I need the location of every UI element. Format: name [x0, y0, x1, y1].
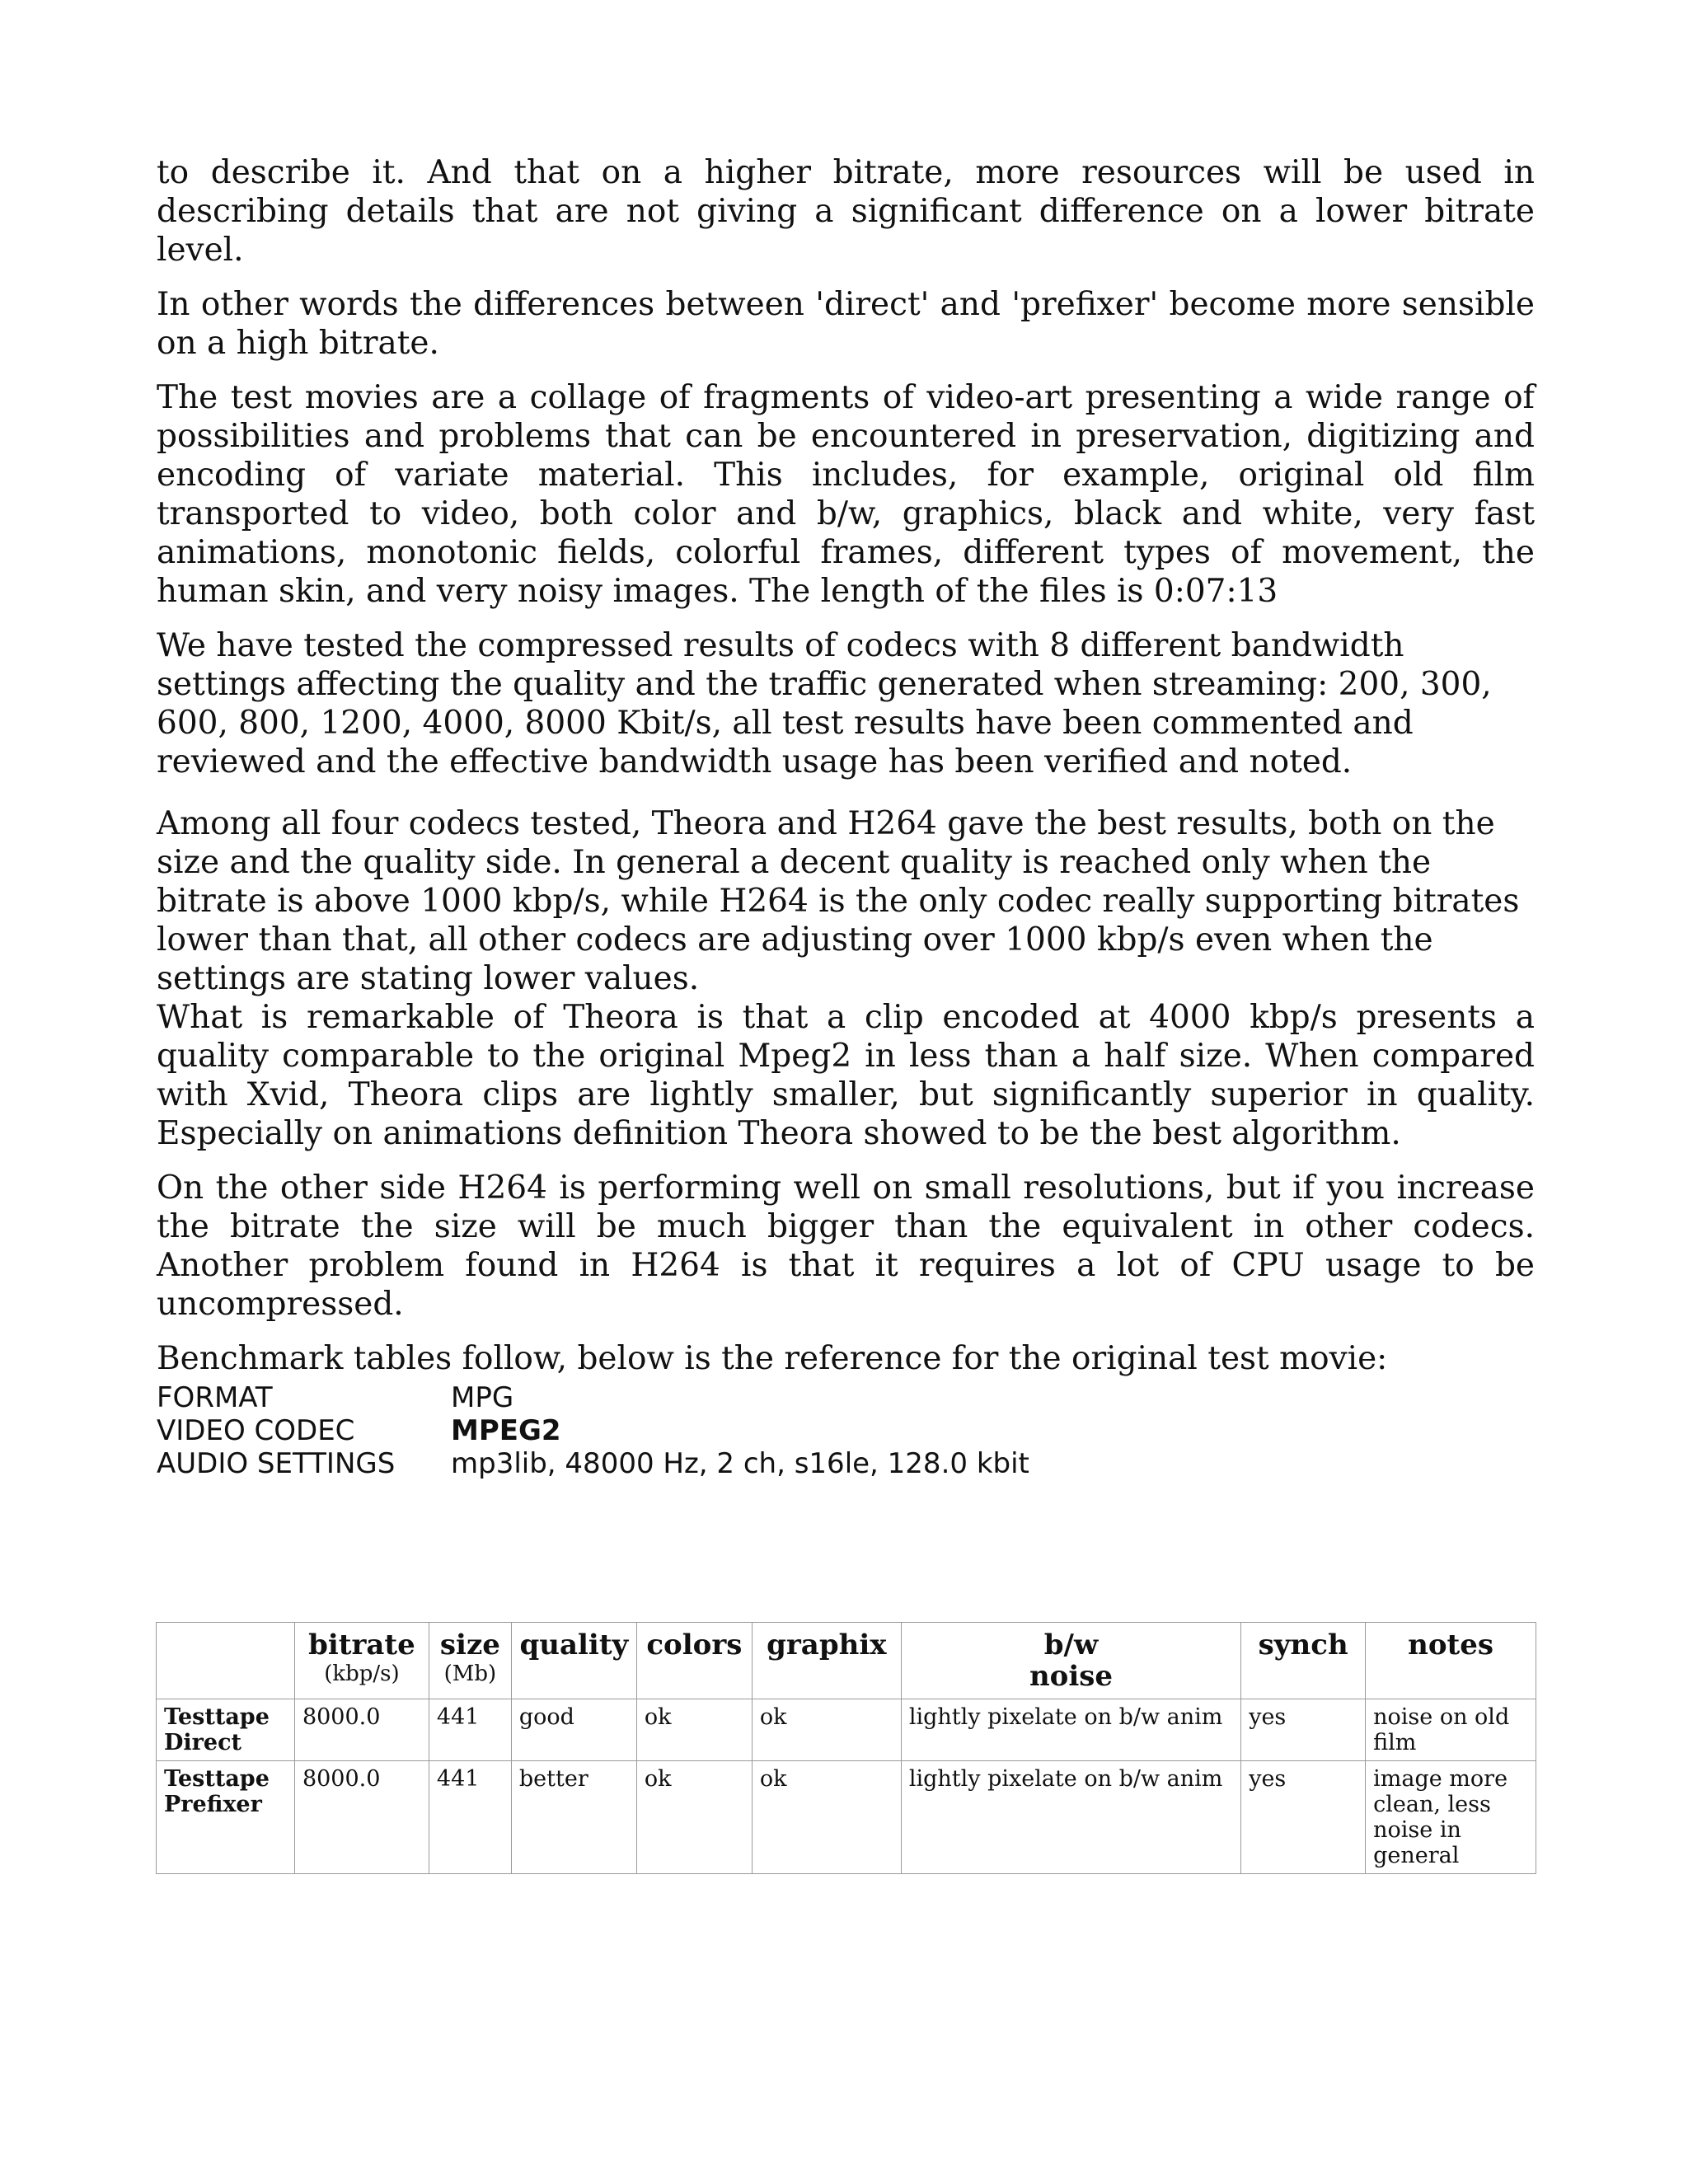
cell-synch: yes — [1241, 1761, 1366, 1874]
header-synch: synch — [1241, 1623, 1366, 1699]
paragraph-bitrate-resources: to describe it. And that on a higher bitrate, more resources will be used in describing details that are not giving a significant difference on a lower bitrate level. — [157, 154, 1535, 269]
cell-quality: better — [511, 1761, 636, 1874]
paragraph-bandwidth-settings: We have tested the compressed results of codecs with 8 different bandwidth settings affecting the quality and the traffic generated when streaming: 200, 300, 600, 800, 1200, 4000, 8000 Kbit/s, all test results have been commented and reviewed and the effective bandwidth usage has been verified and noted. — [157, 627, 1492, 780]
cell-synch: yes — [1241, 1699, 1366, 1761]
paragraph-codecs-results: Among all four codecs tested, Theora and H264 gave the best results, both on the size and the quality side. In general a decent quality is reached only when the bitrate is above 1000 kbp/s, while H264 is the only codec really supporting bitrates lower than that, all other codecs are adjusting over 1000 kbp/s even when the settings are stating lower values. — [157, 805, 1520, 997]
spec-row-audio-settings — [157, 1447, 1535, 1480]
cell-bitrate: 8000.0 — [294, 1699, 429, 1761]
spec-value-audio-settings: mp3lib, 48000 Hz, 2 ch, s16le, 128.0 kbit — [451, 1447, 1029, 1480]
table-row — [157, 1699, 1536, 1761]
spec-value-video-codec: MPEG2 — [451, 1414, 561, 1447]
header-size — [429, 1623, 511, 1699]
cell-graphix: ok — [752, 1761, 901, 1874]
header-graphix: graphix — [752, 1623, 901, 1699]
spec-row-format — [157, 1381, 1535, 1414]
table-header-row — [157, 1623, 1536, 1699]
paragraph-gap — [157, 781, 1535, 804]
header-size-unit: (Mb) — [443, 1661, 497, 1686]
row-name — [157, 1699, 295, 1761]
paragraph-test-movies: The test movies are a collage of fragments of video-art presenting a wide range of possibilities and problems that can be encountered in preservation, digitizing and encoding of variate material. This includes, for example, original old film transported to video, both color and b/w, graphics, black and white, very fast animations, monotonic fields, colorful frames, different types of movement, the human skin, and very noisy images. The length of the files is 0:07:13 — [157, 379, 1535, 610]
header-notes: notes — [1366, 1623, 1536, 1699]
cell-bitrate: 8000.0 — [294, 1761, 429, 1874]
row-name-line1: Testtape — [164, 1704, 270, 1730]
row-name-line2: Direct — [164, 1730, 241, 1755]
reference-spec-list — [157, 1381, 1535, 1480]
table-row — [157, 1761, 1536, 1874]
cell-quality: good — [511, 1699, 636, 1761]
cell-notes: noise on old film — [1366, 1699, 1536, 1761]
header-size-label: size — [439, 1629, 500, 1661]
header-bitrate — [294, 1623, 429, 1699]
spec-key-video-codec: VIDEO CODEC — [157, 1414, 355, 1447]
header-bw-noise — [901, 1623, 1240, 1699]
spec-row-video-codec — [157, 1414, 1535, 1447]
header-bitrate-label: bitrate — [308, 1629, 415, 1661]
cell-graphix: ok — [752, 1699, 901, 1761]
header-quality: quality — [511, 1623, 636, 1699]
header-bw-line1: b/w — [1043, 1629, 1099, 1661]
paragraph-theora-remarks: What is remarkable of Theora is that a clip encoded at 4000 kbp/s presents a quality comparable to the original Mpeg2 in less than a half size. When compared with Xvid, Theora clips are lightly smaller, but significantly superior in quality. Especially on animations definition Theora showed to be the best algorithm. — [157, 999, 1535, 1152]
header-colors: colors — [636, 1623, 752, 1699]
spec-value-format: MPG — [451, 1381, 514, 1414]
spec-key-format: FORMAT — [157, 1381, 273, 1414]
paragraph-benchmark-intro: Benchmark tables follow, below is the reference for the original test movie: — [157, 1340, 1388, 1377]
cell-bw-noise: lightly pixelate on b/w anim — [901, 1761, 1240, 1874]
header-bw-line2: noise — [1029, 1660, 1114, 1693]
cell-bw-noise: lightly pixelate on b/w anim — [901, 1699, 1240, 1761]
cell-size: 441 — [429, 1761, 511, 1874]
header-bitrate-unit: (kbp/s) — [324, 1661, 400, 1686]
header-empty — [157, 1623, 295, 1699]
cell-colors: ok — [636, 1761, 752, 1874]
cell-colors: ok — [636, 1699, 752, 1761]
cell-size: 441 — [429, 1699, 511, 1761]
spec-key-audio-settings: AUDIO SETTINGS — [157, 1447, 396, 1480]
benchmark-table — [156, 1622, 1536, 1874]
row-name-line1: Testtape — [164, 1766, 270, 1792]
paragraph-h264-remarks: On the other side H264 is performing well on small resolutions, but if you increase the bitrate the size will be much bigger than the equivalent in other codecs. Another problem found in H264 is that it requires a lot of CPU usage to be uncompressed. — [157, 1169, 1535, 1323]
row-name — [157, 1761, 295, 1874]
paragraph-direct-prefixer: In other words the differences between 'direct' and 'prefixer' become more sensible on a high bitrate. — [157, 286, 1535, 362]
document-page — [157, 153, 1535, 1480]
row-name-line2: Prefixer — [164, 1792, 262, 1817]
cell-notes: image more clean, less noise in general — [1366, 1761, 1536, 1874]
